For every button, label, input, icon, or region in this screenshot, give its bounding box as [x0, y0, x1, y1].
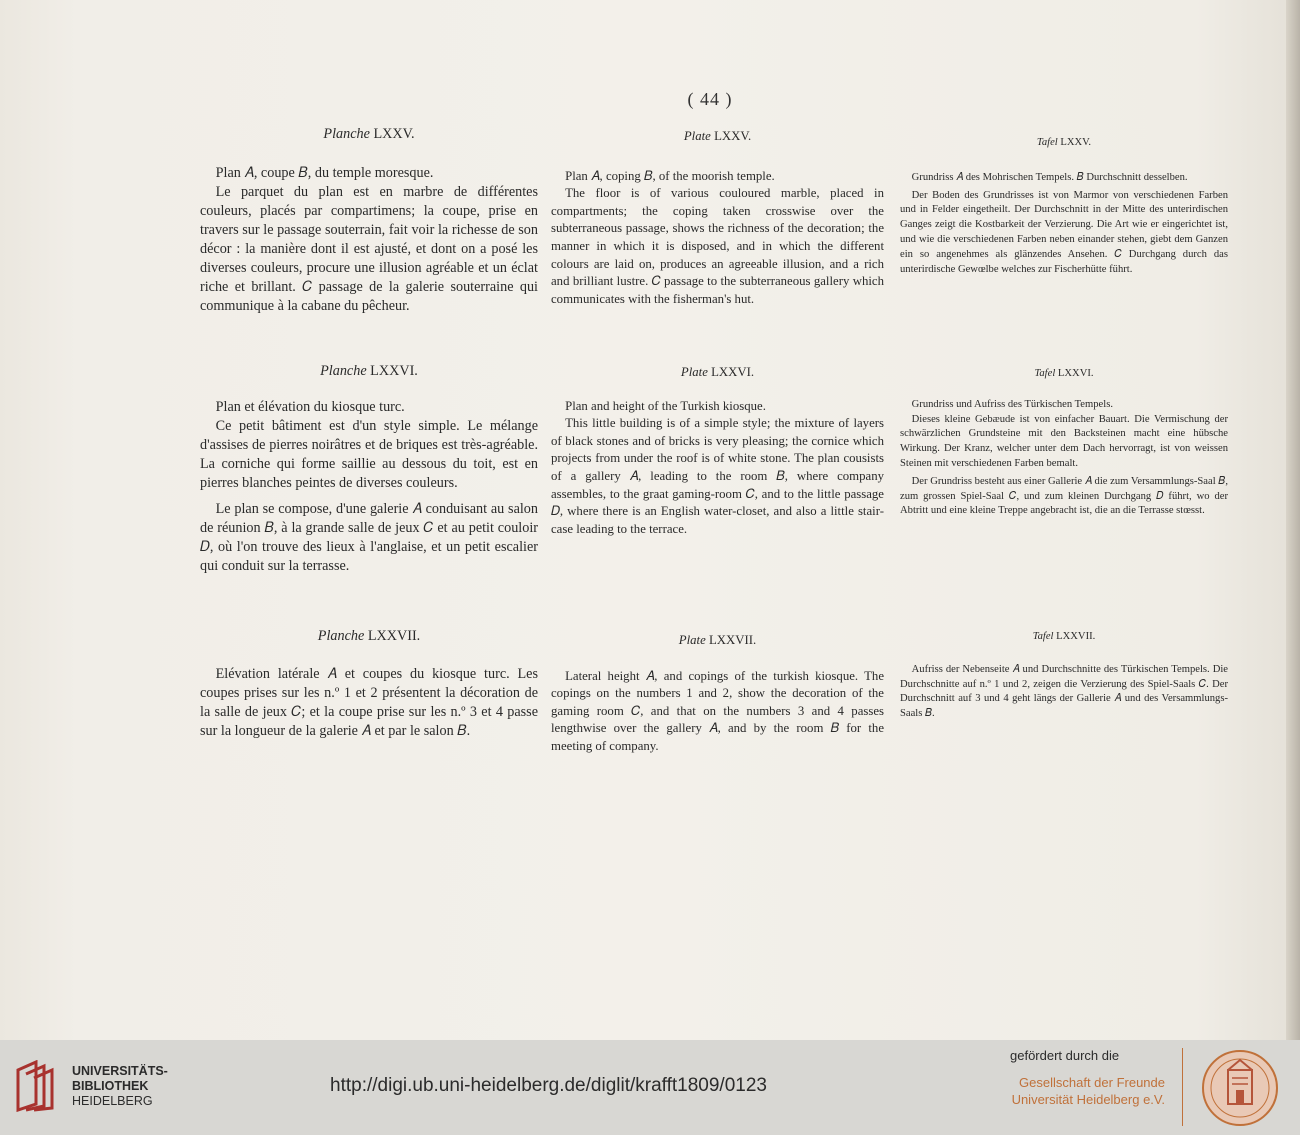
heading: Tafel LXXVI. [1034, 368, 1094, 379]
paragraph: This little building is of a simple style; the mixture of layers of black stones and of bricks is very pleasing; the cornice which projects from under the roof is of white stone. The plan cousists of a gallery 𝐴, leading to the room 𝐵, where company assembles, to the graat gaming-room 𝐶, and to the little passage 𝐷, where there is an English water-closet, and also a little stair-case leading to the terrace. [551, 416, 884, 536]
paragraph: Ce petit bâtiment est d'un style simple. Le mélange d'assises de pierres noirâtres et de briques est très-agréable. La corniche qui forme saillie au dessous du toit, est en pierres blanches peintes de diverses couleurs. [200, 418, 538, 491]
page-number: ( 44 ) [687, 89, 733, 109]
heading: Planche LXXVI. [320, 363, 418, 379]
french-section-lxxvi [200, 362, 538, 576]
section-body [900, 398, 1228, 519]
paragraph: Plan and height of the Turkish kiosque. [565, 398, 766, 413]
paragraph: Dieses kleine Gebæude ist von einfacher Bauart. Die Vermischung der schwärzlichen Grundsteine mit den Backsteinen macht eine hübsche Wirkung. Der Kranz, welcher unter dem Dach hervorragt, ist von weissen Steinen mit verschiedenen Farben bemalt. [900, 413, 1228, 469]
digital-url-link[interactable]: http://digi.ub.uni-heidelberg.de/diglit/krafft1809/0123 [330, 1075, 767, 1096]
heading: Plate LXXVII. [678, 633, 757, 647]
section-body [551, 398, 884, 539]
section-body [900, 663, 1228, 722]
heading: Tafel LXXV. [1036, 137, 1092, 148]
paragraph: Der Grundriss besteht aus einer Gallerie 𝐴 die zum Versammlungs-Saal 𝐵, zum grossen Spiel-Saal 𝐶, und zum kleinen Durchgang 𝐷 führt, wo der Abtritt und eine kleine Treppe angebracht ist, die an die Terrasse stœsst. [900, 475, 1228, 517]
english-section-lxxv [551, 128, 884, 308]
paragraph: Der Boden des Grundrisses ist von Marmor von verschiedenen Farben und in Felder eingetheilt. Der Durchschnitt in der Mitte des unterirdischen Ganges zeigt die Kostbarkeit der Verzierung. Die Art wie er eingerichtet ist, und wie die verschiedenen Farben neben einander stehen, giebt dem Ganzen ein so angenehmes als glänzendes Ansehen. 𝐶 Durchgang durch das unterirdische Gewœlbe welches zur Fischerhütte führt. [900, 189, 1228, 275]
section-body [200, 665, 538, 741]
paragraph: Plan 𝐴, coping 𝐵, of the moorish temple. [565, 168, 775, 183]
sponsor-label: gefördert durch die [1010, 1048, 1120, 1063]
library-name: UNIVERSITÄTS- BIBLIOTHEK HEIDELBERG [72, 1064, 168, 1108]
paragraph: Grundriss 𝐴 des Mohrischen Tempels. 𝐵 Durchschnitt desselben. [911, 171, 1188, 183]
paragraph: Le parquet du plan est en marbre de différentes couleurs, placés par compartimens; la coupe, prise en travers sur le passage souterrain, fait voir la richesse de son décor : la manière dont il est ajusté, et dont on a posé les diverses couleurs, procure une illusion agréable et un éclat riche et brillant. 𝐶 passage de la galerie souterraine qui communique à la cabane du pêcheur. [200, 184, 538, 314]
french-section-lxxv [200, 125, 538, 316]
paragraph: Grundriss und Aufriss des Türkischen Tempels. [911, 398, 1113, 410]
paragraph: Le plan se compose, d'une galerie 𝐴 conduisant au salon de réunion 𝐵, à la grande salle de jeux 𝐶 et au petit couloir 𝐷, où l'on trouve des lieux à l'anglaise, et un petit escalier qui conduit sur la terrasse. [200, 501, 538, 574]
paragraph: Plan 𝐴, coupe 𝐵, du temple moresque. [215, 165, 434, 181]
heading: Planche LXXV. [323, 126, 415, 142]
heading: Plate LXXV. [683, 129, 752, 143]
paragraph: Elévation latérale 𝐴 et coupes du kiosque turc. Les coupes prises sur les n.º 1 et 2 présentent la décoration de la salle de jeux 𝐶; et la coupe prise sur les n.º 3 et 4 passe sur la longueur de la galerie 𝐴 et par le salon 𝐵. [200, 666, 538, 739]
french-section-lxxvii [200, 627, 538, 741]
section-body [200, 164, 538, 316]
page-edge [1286, 0, 1300, 1040]
heading: Tafel LXXVII. [1032, 631, 1096, 642]
paragraph: Plan et élévation du kiosque turc. [215, 399, 405, 415]
sponsor-name[interactable]: Gesellschaft der Freunde Universität Heidelberg e.V. [1011, 1075, 1165, 1107]
english-section-lxxvi [551, 364, 884, 538]
english-section-lxxvii [551, 632, 884, 756]
german-section-lxxvii [900, 630, 1228, 722]
heading: Plate LXXVI. [680, 365, 755, 379]
section-body [200, 398, 538, 576]
paragraph: Aufriss der Nebenseite 𝐴 und Durchschnitte des Türkischen Tempels. Die Durchschnitte auf n.º 1 und 2, zeigen die Verzierung des Spiel-Saals 𝐶. Der Durchschnitt auf 3 und 4 geht längs der Gallerie 𝐴 und des Versammlungs-Saals 𝐵. [900, 663, 1228, 720]
german-section-lxxv [900, 136, 1228, 277]
heading: Planche LXXVII. [317, 628, 421, 644]
section-body [551, 168, 884, 309]
digitization-footer [0, 1040, 1300, 1135]
german-section-lxxvi [900, 367, 1228, 519]
section-body [551, 668, 884, 756]
paragraph: Lateral height 𝐴, and copings of the turkish kiosque. The copings on the numbers 1 and 2, show the decoration of the gaming room 𝐶, and that on the numbers 3 and 4 passes lengthwise over the gallery 𝐴, and by the room 𝐵 for the meeting of company. [551, 668, 884, 753]
university-seal-icon [1200, 1048, 1280, 1128]
section-body [900, 171, 1228, 278]
ub-heidelberg-logo-icon[interactable] [14, 1060, 66, 1112]
footer-divider [1182, 1048, 1183, 1126]
paragraph: The floor is of various couloured marble, placed in compartments; the coping taken crosswise over the subterraneous passage, shows the richness of the decoration; the manner in which it is disposed, and in which the different colours are laid on, produces an agreeable illusion, and a rich and brilliant lustre. 𝐶 passage to the subterraneous gallery which communicates with the fisherman's hut. [551, 186, 884, 306]
